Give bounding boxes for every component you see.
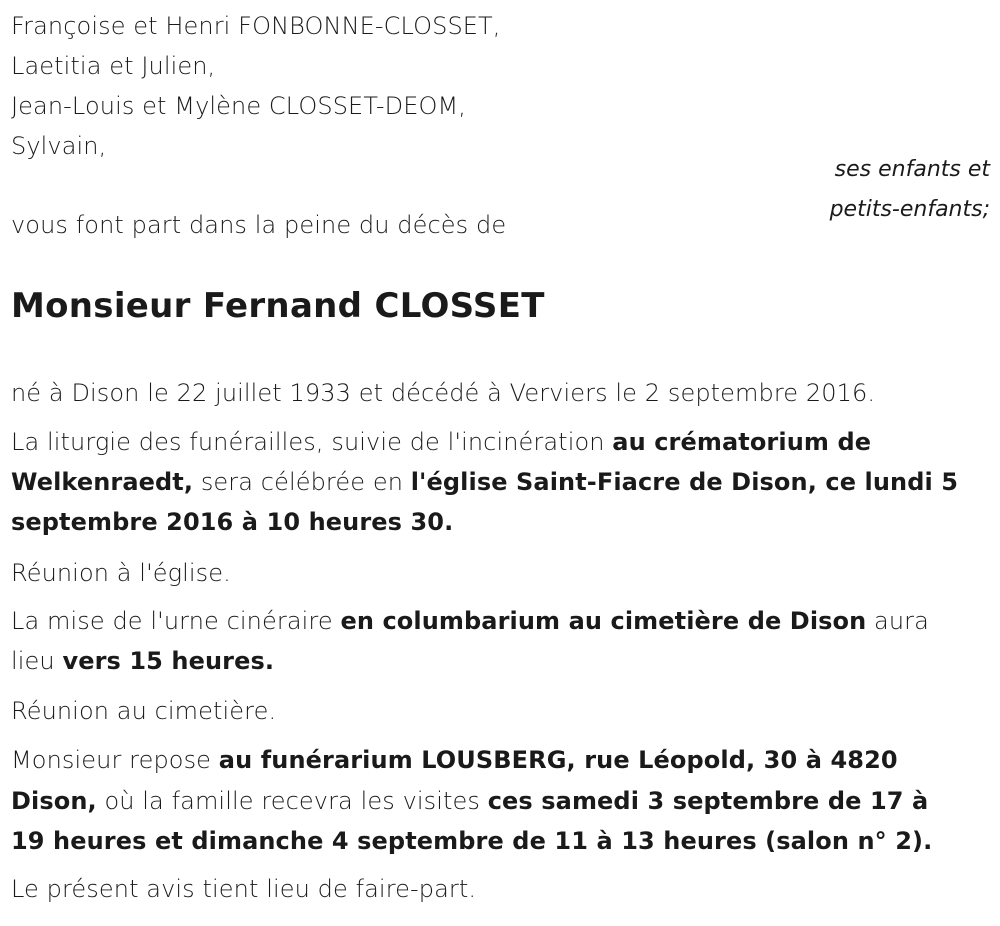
family-relation-2: petits-enfants; (829, 197, 990, 222)
urn-location: en columbarium au cimetière de Dison (340, 607, 867, 635)
urn-text-end: aura (866, 607, 929, 635)
reunion-cemetery: Réunion au cimetière. (11, 697, 277, 725)
funeral-church: l'église Saint-Fiacre de Dison, ce lundi 5 (410, 468, 959, 496)
funeral-crematorium-town: Welkenraedt, (11, 468, 194, 496)
funeral-datetime: septembre 2016 à 10 heures 30. (11, 508, 454, 536)
family-relation-1: ses enfants et (834, 157, 990, 182)
funeral-text: La liturgie des funérailles, suivie de l'incinération (11, 428, 613, 456)
closing-text: Le présent avis tient lieu de faire-part. (11, 875, 477, 903)
urn-line-2 (11, 641, 274, 681)
family-line-3: Jean-Louis et Mylène CLOSSET-DEOM, (11, 92, 467, 120)
announcement-text: vous font part dans la peine du décès de (11, 211, 507, 239)
visit-text: Monsieur repose (11, 746, 219, 774)
family-line-4: Sylvain, (11, 132, 107, 160)
deceased-name: Monsieur Fernand CLOSSET (11, 286, 545, 326)
urn-text: lieu (11, 647, 63, 675)
funeral-text: sera célébrée en (193, 468, 411, 496)
reunion-church: Réunion à l'église. (11, 559, 231, 587)
urn-time: vers 15 heures. (62, 647, 275, 675)
visit-line-2 (11, 781, 928, 821)
funeral-line-3 (11, 502, 453, 542)
visit-funeral-home: au funérarium LOUSBERG, rue Léopold, 30 à 4820 (218, 746, 898, 774)
family-line-1: Françoise et Henri FONBONNE-CLOSSET, (11, 12, 501, 40)
visit-line-1 (11, 740, 898, 780)
visit-schedule-end: 19 heures et dimanche 4 septembre de 11 à 13 heures (salon n° 2). (11, 827, 933, 855)
birth-death-line: né à Dison le 22 juillet 1933 et décédé à Verviers le 2 septembre 2016. (11, 379, 876, 407)
urn-text: La mise de l'urne cinéraire (11, 607, 341, 635)
funeral-line-1 (11, 422, 871, 462)
funeral-line-2 (11, 462, 958, 502)
visit-town: Dison, (11, 787, 97, 815)
visit-line-3 (11, 821, 932, 861)
urn-line-1 (11, 601, 929, 641)
funeral-crematorium: au crématorium de (612, 428, 872, 456)
family-line-2: Laetitia et Julien, (11, 52, 216, 80)
visit-text: où la famille recevra les visites (96, 787, 488, 815)
visit-schedule: ces samedi 3 septembre de 17 à (487, 787, 929, 815)
